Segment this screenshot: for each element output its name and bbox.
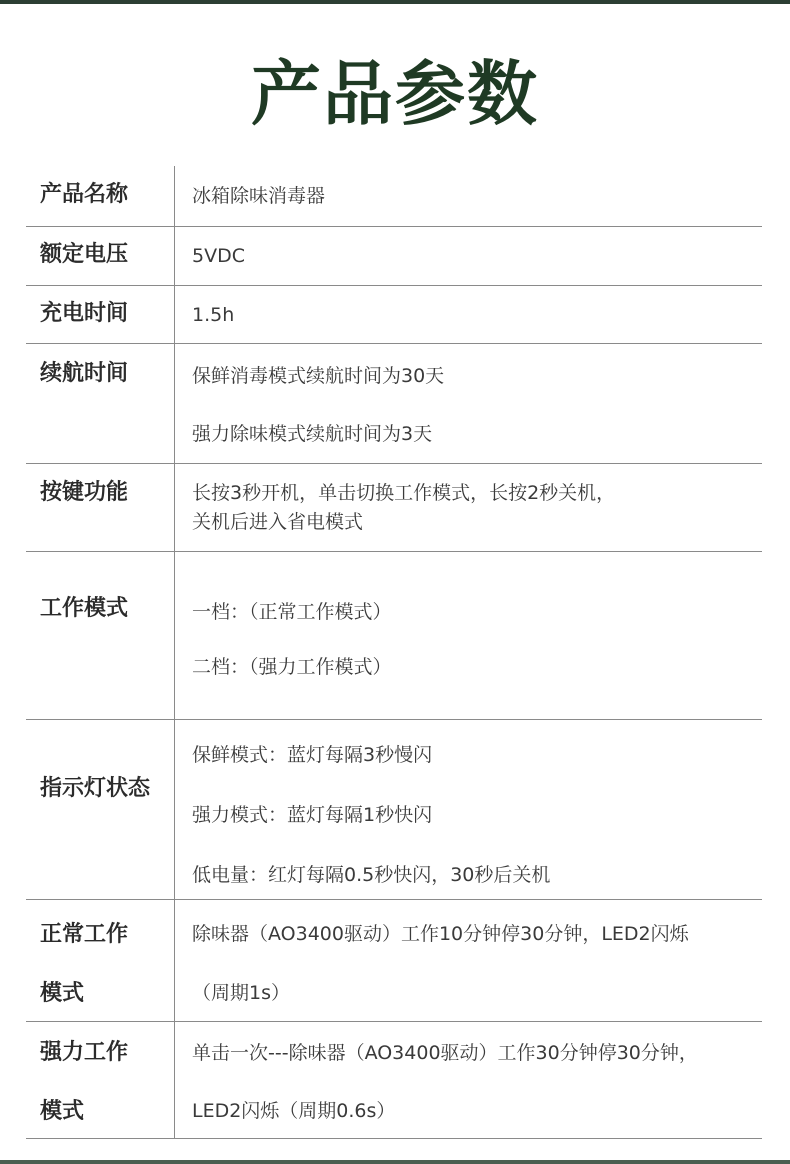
spec-value: （周期1s） bbox=[192, 982, 290, 1004]
spec-row-normal-mode bbox=[26, 900, 762, 1022]
spec-value: 5VDC bbox=[192, 245, 245, 267]
spec-label: 模式 bbox=[40, 981, 85, 1006]
spec-label: 额定电压 bbox=[40, 242, 129, 267]
spec-label: 充电时间 bbox=[40, 301, 129, 326]
spec-row-charge-time bbox=[26, 286, 762, 344]
spec-value: 关机后进入省电模式 bbox=[192, 511, 364, 533]
spec-label: 强力工作 bbox=[40, 1040, 129, 1065]
spec-value: 冰箱除味消毒器 bbox=[192, 185, 326, 207]
spec-value: 除味器（AO3400驱动）工作10分钟停30分钟，LED2闪烁 bbox=[192, 923, 689, 945]
column-divider bbox=[174, 1022, 175, 1138]
spec-value: 强力除味模式续航时间为3天 bbox=[192, 423, 433, 445]
spec-label: 指示灯状态 bbox=[40, 776, 151, 801]
spec-label: 续航时间 bbox=[40, 361, 129, 386]
spec-label: 按键功能 bbox=[40, 480, 129, 505]
spec-row-indicator-status bbox=[26, 720, 762, 900]
spec-row-button-function bbox=[26, 464, 762, 552]
column-divider bbox=[174, 286, 175, 343]
spec-label: 工作模式 bbox=[40, 596, 129, 621]
spec-label: 正常工作 bbox=[40, 922, 129, 947]
spec-value: 1.5h bbox=[192, 304, 235, 326]
column-divider bbox=[174, 464, 175, 551]
spec-value: 二档：（强力工作模式） bbox=[192, 656, 392, 678]
spec-value: 长按3秒开机，单击切换工作模式，长按2秒关机， bbox=[192, 482, 616, 504]
spec-label: 产品名称 bbox=[40, 182, 129, 207]
column-divider bbox=[174, 720, 175, 899]
column-divider bbox=[174, 227, 175, 285]
bottom-border-bar bbox=[0, 1160, 790, 1164]
top-border-bar bbox=[0, 0, 790, 4]
spec-row-battery-life bbox=[26, 344, 762, 464]
spec-row-product-name bbox=[26, 166, 762, 227]
page-title: 产品参数 bbox=[251, 53, 539, 135]
spec-row-rated-voltage bbox=[26, 227, 762, 286]
spec-row-strong-mode bbox=[26, 1022, 762, 1139]
column-divider bbox=[174, 900, 175, 1021]
column-divider bbox=[174, 166, 175, 226]
spec-value: 一档：（正常工作模式） bbox=[192, 601, 392, 623]
spec-value: 保鲜模式：蓝灯每隔3秒慢闪 bbox=[192, 744, 433, 766]
spec-label: 模式 bbox=[40, 1099, 85, 1124]
spec-row-work-mode bbox=[26, 552, 762, 720]
spec-value: 低电量：红灯每隔0.5秒快闪，30秒后关机 bbox=[192, 864, 551, 886]
spec-value: 强力模式：蓝灯每隔1秒快闪 bbox=[192, 804, 433, 826]
spec-value: LED2闪烁（周期0.6s） bbox=[192, 1100, 396, 1122]
spec-value: 保鲜消毒模式续航时间为30天 bbox=[192, 365, 445, 387]
column-divider bbox=[174, 344, 175, 463]
column-divider bbox=[174, 552, 175, 719]
spec-value: 单击一次---除味器（AO3400驱动）工作30分钟停30分钟， bbox=[192, 1042, 698, 1064]
